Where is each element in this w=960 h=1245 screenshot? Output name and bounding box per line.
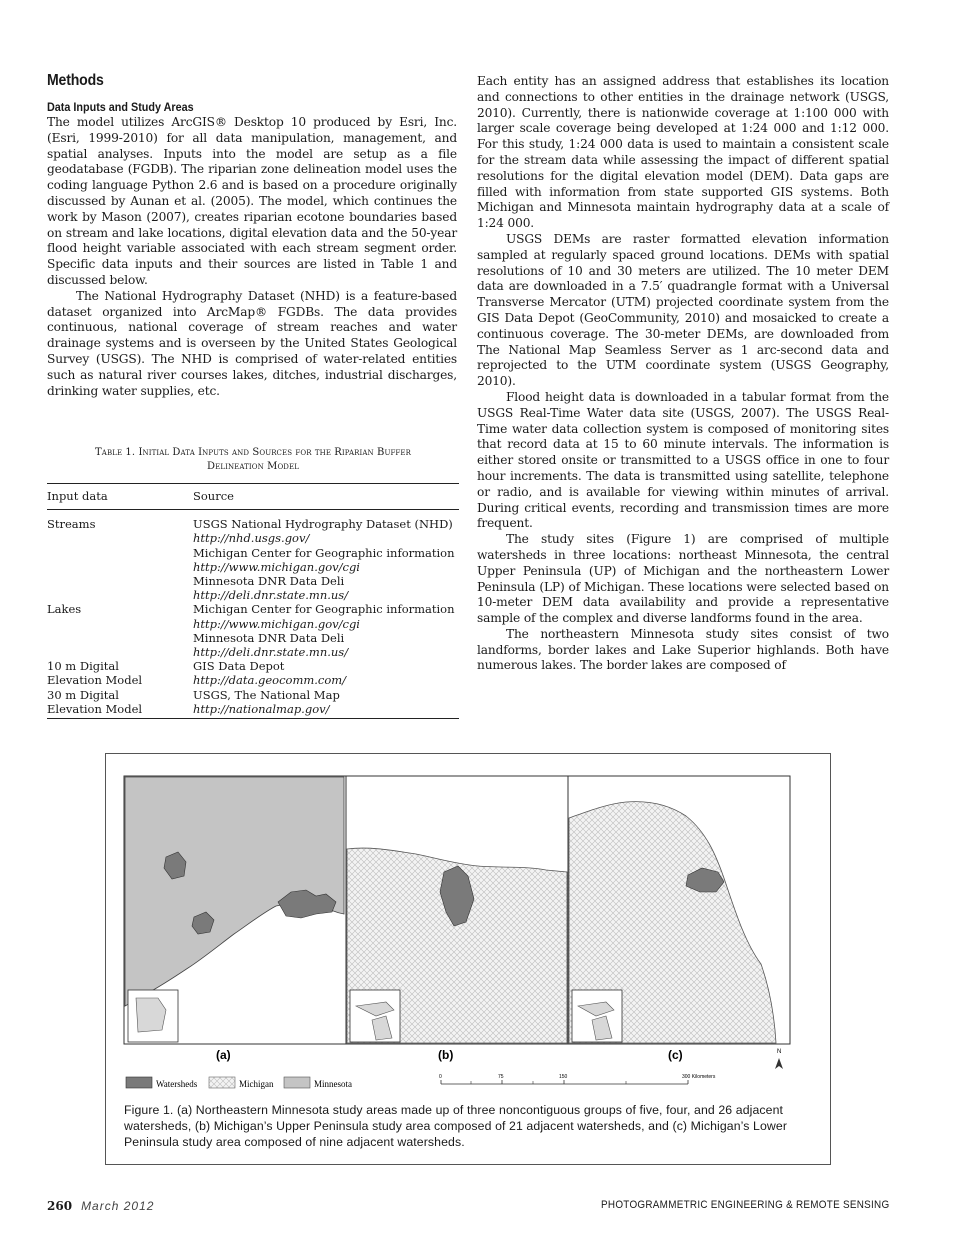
study-area-maps bbox=[106, 754, 830, 1094]
legend-swatch-michigan bbox=[209, 1077, 235, 1088]
table-row bbox=[47, 574, 459, 588]
page-footer-left bbox=[47, 1199, 154, 1214]
table-caption-line-1: Table 1. Initial Data Inputs and Sources for the Riparian Buffer bbox=[95, 447, 411, 458]
table-row bbox=[47, 645, 459, 659]
table-row bbox=[47, 602, 459, 616]
source-cell: Minnesota DNR Data Deli bbox=[193, 630, 345, 645]
table-body bbox=[47, 517, 459, 716]
north-arrow-icon bbox=[775, 1049, 783, 1069]
scale-label-0: 0 bbox=[439, 1074, 442, 1080]
section-heading: Methods bbox=[47, 72, 104, 89]
table-bottom-rule bbox=[47, 718, 459, 719]
source-url-cell: http://deli.dnr.state.mn.us/ bbox=[193, 588, 349, 603]
source-url-cell: http://www.michigan.gov/cgi bbox=[193, 616, 360, 631]
scale-label-300: 300 Kilometers bbox=[682, 1074, 716, 1080]
table-row bbox=[47, 702, 459, 716]
legend-minnesota: Minnesota bbox=[314, 1079, 352, 1089]
right-column bbox=[477, 74, 889, 674]
table-row bbox=[47, 531, 459, 545]
paragraph: Each entity has an assigned address that establishes its location and connections to other entities in the drainage network (USGS, 2010). Currently, there is nationwide coverage at 1:100 000 with larger scale coverage being developed at 1:24 000 and 1:12 000. For this study, 1:24 000 data is used to maintain a consistent scale for the stream data while assessing the impact of different spatial resolutions for the digital elevation model (DEM). Data gaps are filled with information from state supported GIS systems. Both Michigan and Minnesota maintain hydrography data at a scale of 1:24 000. bbox=[477, 74, 889, 231]
paragraph: Flood height data is downloaded in a tabular format from the USGS Real-Time Water data site (USGS, 2007). The USGS Real-Time water data collection system is composed of monitoring sites that record data at 15 to 60 minute intervals. The information is either stored onsite or transmitted to a USGS office in one to four hour increments. The data is transmitted using satellite, telephone or radio, and is available for viewing within minutes of arrival. During critical events, recording and transmission times are more frequent. bbox=[477, 389, 889, 531]
paragraph: USGS DEMs are raster formatted elevation information sampled at regularly spaced ground locations. DEMs with spatial resolutions of 10 and 30 meters are utilized. The 10 meter DEM data are downloaded in a 7.5′ quadrangle format with a Universal Transverse Mercator (UTM) projected coordinate system from the GIS Data Depot (GeoCommunity, 2010) and mosaicked to create a continuous coverage. The 30-meter DEMs, are downloaded from The National Map Seamless Server as 1 arc-second data and reprojected to the UTM coordinate system (USGS Geography, 2010). bbox=[477, 231, 889, 389]
source-url-cell: http://nationalmap.gov/ bbox=[193, 701, 330, 716]
panel-b-label: (b) bbox=[438, 1048, 454, 1062]
panel-a-label: (a) bbox=[216, 1048, 231, 1062]
data-table bbox=[47, 484, 459, 509]
legend-watersheds: Watersheds bbox=[156, 1079, 198, 1089]
table-row bbox=[47, 560, 459, 574]
input-data-cell bbox=[47, 617, 193, 631]
table-1 bbox=[47, 446, 459, 719]
source-cell: USGS, The National Map bbox=[193, 687, 340, 702]
input-data-cell bbox=[47, 560, 193, 574]
paragraph: The model utilizes ArcGIS® Desktop 10 produced by Esri, Inc. (Esri, 1999-2010) for all data manipulation, management, and spatial analyses. Inputs into the model are setup as a file geodatabase (FGDB). The riparian zone delineation model uses the coding language Python 2.6 and is based on a procedure originally discussed by Aunan et al. (2005). The model, which continues the work by Mason (2007), creates riparian ecotone boundaries based on stream and lake locations, digital elevation data and the 50-year flood height variable associated with each stream segment order. Specific data inputs and their sources are listed in Table 1 and discussed below. bbox=[47, 115, 457, 287]
legend-michigan: Michigan bbox=[239, 1079, 274, 1089]
paragraph: The study sites (Figure 1) are comprised of multiple watersheds in three locations: northeast Minnesota, the central Upper Peninsula (UP) of Michigan and the northeastern Lower Peninsula (LP) of Michigan. These locations were selected based on 10-meter DEM data availability and provide a representative sample of the complex and diverse landforms found in the area. bbox=[477, 532, 889, 626]
table-row bbox=[47, 546, 459, 560]
table-row bbox=[47, 659, 459, 673]
table-row bbox=[47, 688, 459, 702]
page-number: 260 bbox=[47, 1199, 73, 1213]
header-source: Source bbox=[193, 489, 234, 503]
issue-date: March 2012 bbox=[81, 1199, 155, 1213]
input-data-cell: Elevation Model bbox=[47, 673, 143, 688]
source-cell: Michigan Center for Geographic information bbox=[193, 545, 455, 560]
scale-label-150: 150 bbox=[559, 1074, 568, 1080]
input-data-cell: 10 m Digital bbox=[47, 659, 119, 674]
sub-heading: Data Inputs and Study Areas bbox=[47, 100, 194, 114]
figure-caption: Figure 1. (a) Northeastern Minnesota study areas made up of three noncontiguous groups of five, four, and 26 adjacent watersheds, (b) Michigan’s Upper Peninsula study area composed of 21 adjacent watersheds, and (c) Michigan’s Lower Peninsula study area composed of nine adjacent watersheds. bbox=[124, 1103, 788, 1149]
input-data-cell bbox=[47, 574, 193, 588]
map-panel-c bbox=[568, 776, 790, 1044]
source-url-cell: http://deli.dnr.state.mn.us/ bbox=[193, 645, 349, 660]
paragraph: The northeastern Minnesota study sites consist of two landforms, border lakes and Lake Superior highlands. Both have numerous lakes. The border lakes are composed of bbox=[477, 626, 889, 673]
scale-label-75: 75 bbox=[498, 1074, 504, 1080]
table-row bbox=[47, 631, 459, 645]
source-cell: Minnesota DNR Data Deli bbox=[193, 574, 345, 589]
left-column bbox=[47, 72, 457, 399]
source-url-cell: http://nhd.usgs.gov/ bbox=[193, 531, 310, 546]
table-caption-line-2: Delineation Model bbox=[207, 461, 299, 472]
svg-text:N: N bbox=[777, 1049, 782, 1055]
table-row bbox=[47, 588, 459, 602]
paragraph: The National Hydrography Dataset (NHD) is a feature-based dataset organized into ArcMap® FGDBs. The data provides continuous, national coverage of stream reaches and water drainage systems and is overseen by the United States Geological Survey (USGS). The NHD is comprised of water-related entities such as natural river courses lakes, ditches, industrial discharges, drinking water supplies, etc. bbox=[47, 288, 457, 398]
table-header-rule bbox=[47, 509, 459, 510]
table-header-row bbox=[47, 484, 459, 509]
input-data-cell bbox=[47, 531, 193, 545]
legend-swatch-minnesota bbox=[284, 1077, 310, 1088]
source-url-cell: http://data.geocomm.com/ bbox=[193, 673, 347, 688]
map-panel-b bbox=[346, 776, 568, 1044]
legend-swatch-watersheds bbox=[126, 1077, 152, 1088]
input-data-cell bbox=[47, 546, 193, 560]
figure-1 bbox=[105, 753, 831, 1165]
source-cell: Michigan Center for Geographic information bbox=[193, 602, 455, 617]
panel-c-label: (c) bbox=[668, 1048, 683, 1062]
source-url-cell: http://www.michigan.gov/cgi bbox=[193, 559, 360, 574]
table-row bbox=[47, 517, 459, 531]
input-data-cell: Elevation Model bbox=[47, 701, 143, 716]
table-row bbox=[47, 673, 459, 687]
input-data-cell bbox=[47, 588, 193, 602]
table-row bbox=[47, 617, 459, 631]
source-cell: GIS Data Depot bbox=[193, 659, 285, 674]
input-data-cell: Lakes bbox=[47, 602, 82, 617]
input-data-cell bbox=[47, 645, 193, 659]
input-data-cell: 30 m Digital bbox=[47, 687, 119, 702]
input-data-cell: Streams bbox=[47, 517, 96, 532]
header-input: Input data bbox=[47, 489, 108, 503]
scale-bar bbox=[439, 1074, 716, 1084]
input-data-cell bbox=[47, 631, 193, 645]
source-cell: USGS National Hydrography Dataset (NHD) bbox=[193, 517, 453, 532]
journal-name: PHOTOGRAMMETRIC ENGINEERING & REMOTE SENSING bbox=[600, 1199, 889, 1211]
map-panel-a bbox=[124, 776, 346, 1044]
